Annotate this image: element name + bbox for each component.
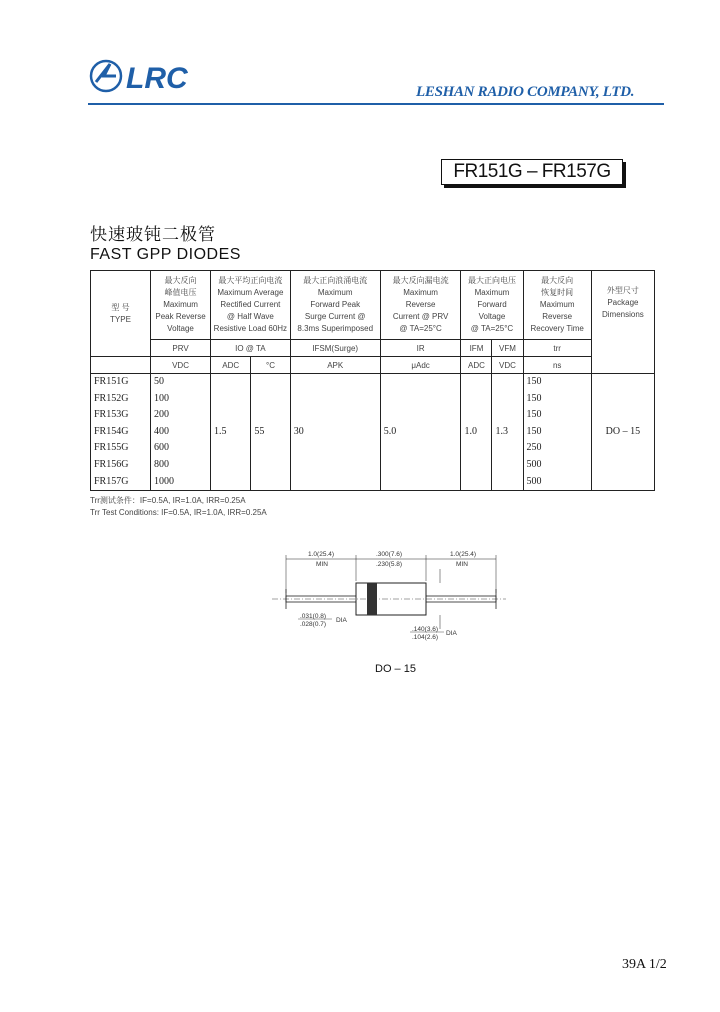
svg-text:1.0(25.4): 1.0(25.4) <box>308 551 335 558</box>
col-trr-header: 最大反向 恢复时间 Maximum Reverse Recovery Time <box>523 271 591 340</box>
part-range: FR151G – FR157G <box>441 159 623 185</box>
package-label: DO – 15 <box>375 663 416 675</box>
prv-list: 50 100 200 400 600 800 1000 <box>151 374 211 491</box>
col-io-header: 最大平均正向电流 Maximum Average Rectified Current @ Half Wave Resistive Load 60Hz <box>211 271 291 340</box>
lrc-logo <box>88 54 218 98</box>
svg-text:1.0(25.4): 1.0(25.4) <box>450 551 477 558</box>
unit-row: VDC ADC °C APK μAdc ADC VDC ns <box>91 357 655 374</box>
note-chinese: Trr测试条件：IF=0.5A, IR=1.0A, IRR=0.25A <box>90 496 246 505</box>
type-list: FR151G FR152G FR153G FR154G FR155G FR156G FR157G <box>91 374 151 491</box>
ta-value: 55 <box>251 374 290 491</box>
col-ir-header: 最大反向漏电流 Maximum Reverse Current @ PRV @ TA=25°C <box>380 271 461 340</box>
svg-text:DIA: DIA <box>446 630 457 637</box>
col-ifsm-header: 最大正向浪涌电流 Maximum Forward Peak Surge Current @ 8.3ms Superimposed <box>290 271 380 340</box>
package-value: DO – 15 <box>591 374 654 491</box>
col-vf-header: 最大正向电压 Maximum Forward Voltage @ TA=25°C <box>461 271 523 340</box>
svg-text:.230(5.8): .230(5.8) <box>376 561 403 568</box>
svg-text:.031(0.8): .031(0.8) <box>300 613 327 620</box>
col-prv-header: 最大反向 峰值电压 Maximum Peak Reverse Voltage <box>151 271 211 340</box>
spec-table <box>90 270 655 491</box>
data-row <box>91 374 655 491</box>
svg-text:MIN: MIN <box>316 561 328 568</box>
ir-value: 5.0 <box>380 374 461 491</box>
svg-text:.028(0.7): .028(0.7) <box>300 621 327 628</box>
svg-text:.300(7.6): .300(7.6) <box>376 551 403 558</box>
company-name: LESHAN RADIO COMPANY, LTD. <box>416 84 635 100</box>
note-english: Trr Test Conditions: IF=0.5A, IR=1.0A, IRR=0.25A <box>90 508 267 517</box>
header-rule <box>88 103 664 105</box>
symbol-row: PRV IO @ TA IFSM(Surge) IR IFM VFM trr <box>91 340 655 357</box>
page-footer: 39A 1/2 <box>622 957 667 972</box>
trr-list: 150 150 150 150 250 500 500 <box>523 374 591 491</box>
logo-text: LRC <box>126 62 188 95</box>
package-outline-diagram <box>270 545 510 650</box>
svg-text:DIA: DIA <box>336 617 347 624</box>
vfm-value: 1.3 <box>492 374 523 491</box>
col-type-header: 型 号 TYPE <box>91 271 151 357</box>
ifm-value: 1.0 <box>461 374 492 491</box>
ifsm-value: 30 <box>290 374 380 491</box>
svg-text:.104(2.6): .104(2.6) <box>412 634 439 641</box>
svg-text:MIN: MIN <box>456 561 468 568</box>
title-chinese: 快速玻钝二极管 <box>90 225 216 245</box>
header-row <box>91 271 655 340</box>
title-english: FAST GPP DIODES <box>90 246 241 263</box>
col-package-header: 外型尺寸 Package Dimensions <box>591 271 654 374</box>
io-value: 1.5 <box>211 374 251 491</box>
svg-text:.140(3.6): .140(3.6) <box>412 626 439 633</box>
